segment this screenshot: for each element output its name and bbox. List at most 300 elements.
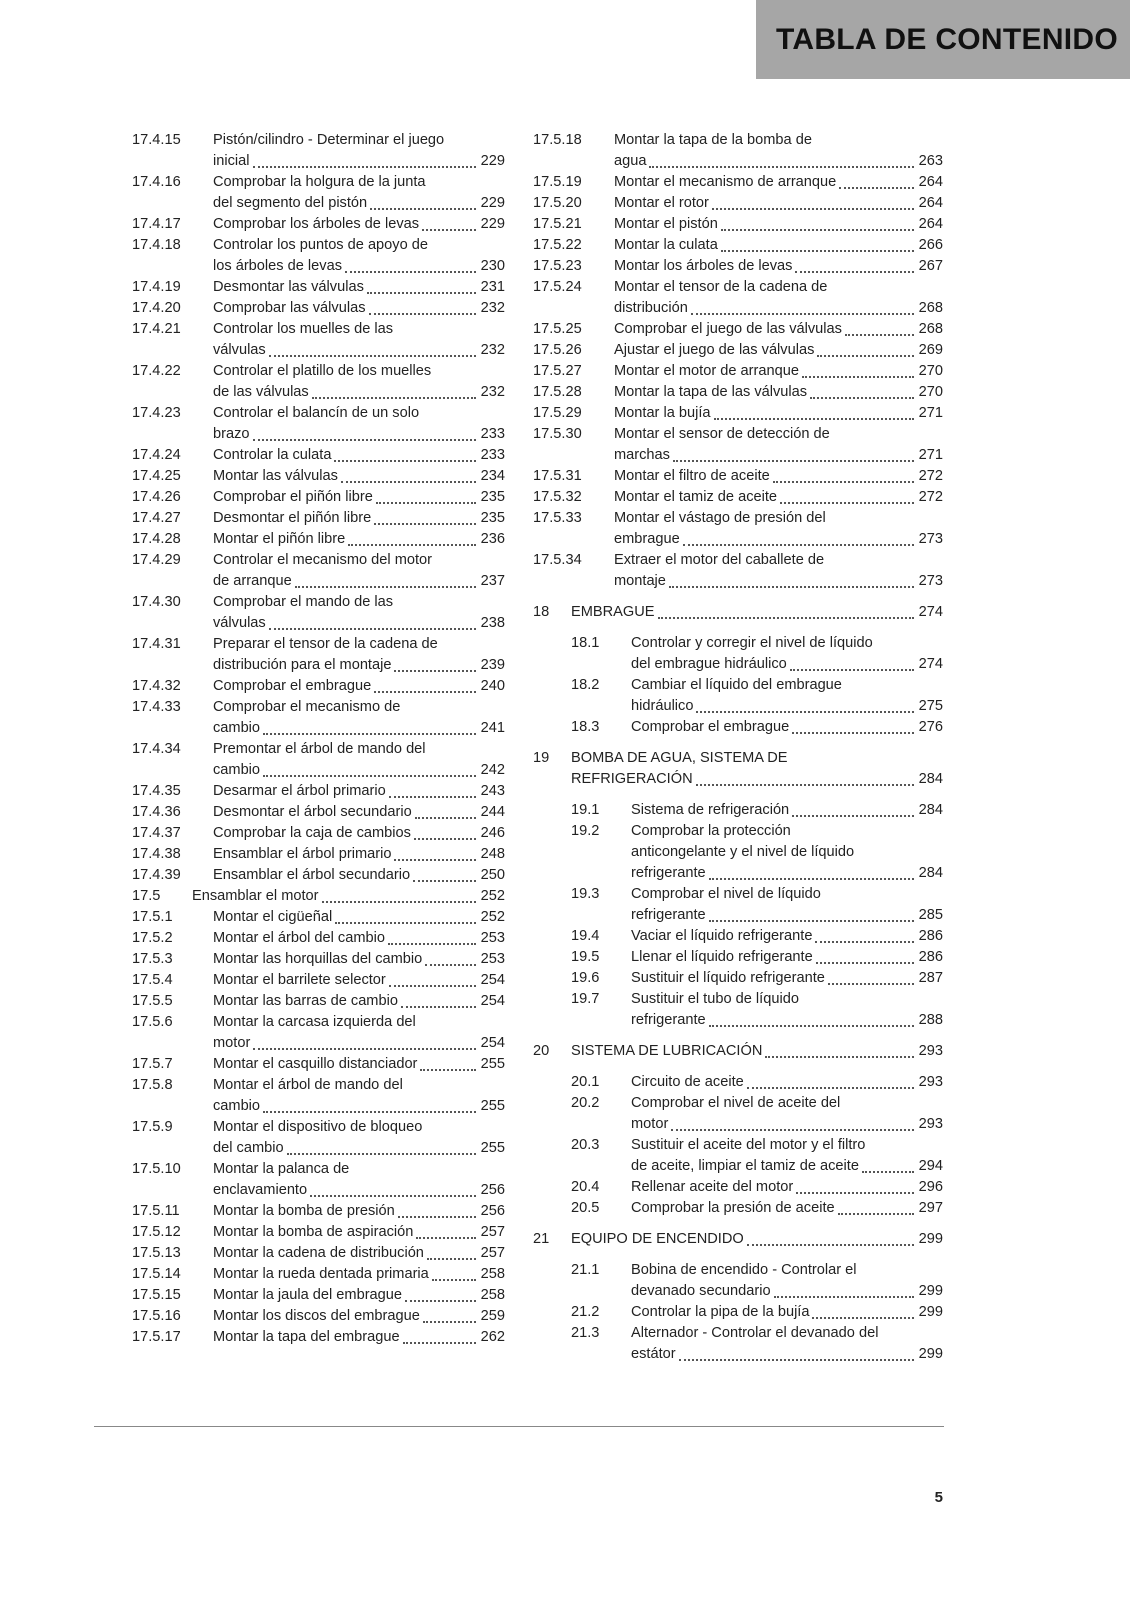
toc-entry-line [213, 760, 505, 781]
dot-leader [423, 1320, 476, 1323]
toc-entry-title: Controlar y corregir el nivel de líquido [631, 635, 873, 651]
toc-entry-title: Montar la rueda dentada primaria [213, 1266, 429, 1282]
toc-entry-body [614, 130, 943, 172]
toc-entry[interactable] [571, 1260, 943, 1302]
toc-entry[interactable] [132, 1075, 505, 1117]
toc-entry-line [213, 256, 505, 277]
toc-entry-body [213, 550, 505, 592]
toc-entry-line [631, 1114, 943, 1135]
dot-leader [671, 1128, 914, 1131]
toc-entry[interactable] [533, 256, 943, 277]
toc-entry-title: EMBRAGUE [571, 604, 655, 620]
toc-entry-title: Montar la tapa del embrague [213, 1329, 400, 1345]
toc-entry-number: 17.5.8 [132, 1077, 173, 1093]
toc-entry-line [213, 634, 505, 655]
toc-entry-body [614, 235, 943, 256]
toc-entry[interactable] [132, 1201, 505, 1222]
toc-entry-body [631, 1302, 943, 1323]
toc-right-column [533, 130, 943, 1365]
toc-entry[interactable] [533, 403, 943, 424]
toc-entry-line [213, 1159, 505, 1180]
toc-entry-number: 18.3 [571, 719, 600, 735]
toc-entry[interactable] [132, 445, 505, 466]
toc-entry-title: Premontar el árbol de mando del [213, 741, 426, 757]
toc-entry-line [213, 466, 505, 487]
toc-entry-number: 17.4.37 [132, 825, 181, 841]
toc-entry-page: 255 [480, 1098, 505, 1114]
dot-leader [263, 732, 476, 735]
toc-entry[interactable] [571, 968, 943, 989]
toc-entry-page: 253 [480, 951, 505, 967]
toc-entry-body [631, 633, 943, 675]
toc-entry[interactable] [132, 319, 505, 361]
dot-leader [709, 877, 914, 880]
toc-entry[interactable] [132, 1012, 505, 1054]
toc-entry-line [213, 508, 505, 529]
toc-entry-line [614, 508, 943, 529]
toc-entry-title: Comprobar la holgura de la junta [213, 174, 426, 190]
toc-entry-title: de las válvulas [213, 384, 309, 400]
toc-entry-title: Controlar la culata [213, 447, 332, 463]
toc-entry-number: 17.5 [132, 888, 161, 904]
toc-entry[interactable] [533, 319, 943, 340]
toc-entry-body [631, 968, 943, 989]
dot-leader [389, 984, 476, 987]
toc-entry-page: 267 [918, 258, 943, 274]
toc-entry-title: Montar la bomba de aspiración [213, 1224, 414, 1240]
toc-entry-title: válvulas [213, 342, 266, 358]
toc-entry-title: embrague [614, 531, 680, 547]
dot-leader [405, 1299, 476, 1302]
toc-entry[interactable] [571, 1093, 943, 1135]
dot-leader [815, 940, 914, 943]
toc-entry-page: 246 [480, 825, 505, 841]
toc-entry[interactable] [132, 277, 505, 298]
toc-entry[interactable] [571, 989, 943, 1031]
toc-entry-page: 256 [480, 1203, 505, 1219]
toc-entry[interactable] [533, 361, 943, 382]
toc-entry-title: Desmontar el árbol secundario [213, 804, 412, 820]
toc-entry[interactable] [533, 508, 943, 550]
toc-entry-line [213, 928, 505, 949]
toc-entry[interactable] [132, 487, 505, 508]
toc-entry[interactable] [132, 403, 505, 445]
toc-entry-number: 17.4.28 [132, 531, 181, 547]
toc-entry-title: de arranque [213, 573, 292, 589]
toc-entry-body [631, 926, 943, 947]
toc-entry-number: 17.4.17 [132, 216, 181, 232]
toc-entry[interactable] [132, 886, 505, 907]
dot-leader [253, 165, 477, 168]
toc-entry[interactable] [571, 1323, 943, 1365]
dot-leader [335, 921, 476, 924]
toc-entry-title: Comprobar el mando de las [213, 594, 394, 610]
toc-entry-page: 286 [918, 928, 943, 944]
dot-leader [721, 228, 914, 231]
toc-entry-number: 17.5.18 [533, 132, 582, 148]
toc-entry-title: devanado secundario [631, 1283, 771, 1299]
toc-entry[interactable] [132, 1222, 505, 1243]
toc-entry-page: 269 [918, 342, 943, 358]
toc-entry-number: 17.4.25 [132, 468, 181, 484]
toc-entry-title: Controlar los muelles de las [213, 321, 394, 337]
toc-entry-number: 18 [533, 604, 550, 620]
toc-entry-number: 17.5.6 [132, 1014, 173, 1030]
toc-entry-title: Montar los discos del embrague [213, 1308, 420, 1324]
toc-entry-title: del embrague hidráulico [631, 656, 787, 672]
dot-leader [253, 1047, 476, 1050]
toc-entry-title: estátor [631, 1346, 676, 1362]
toc-entry-number: 17.5.23 [533, 258, 582, 274]
toc-entry[interactable] [132, 802, 505, 823]
toc-entry-number: 17.5.3 [132, 951, 173, 967]
toc-entry-body [213, 361, 505, 403]
toc-entry-number: 17.5.21 [533, 216, 582, 232]
toc-entry-title: Montar la culata [614, 237, 718, 253]
toc-entry[interactable] [132, 1285, 505, 1306]
toc-entry-number: 20.2 [571, 1095, 600, 1111]
toc-entry-title: Rellenar aceite del motor [631, 1179, 794, 1195]
toc-entry[interactable] [132, 949, 505, 970]
toc-entry-title: Controlar el platillo de los muelles [213, 363, 432, 379]
toc-entry-line [213, 1222, 505, 1243]
toc-entry-body [631, 821, 943, 884]
toc-entry[interactable] [132, 1264, 505, 1285]
toc-entry[interactable] [132, 1327, 505, 1348]
dot-leader [415, 816, 476, 819]
toc-entry-number: 17.5.19 [533, 174, 582, 190]
toc-entry-page: 236 [480, 531, 505, 547]
toc-entry-line [571, 748, 943, 769]
toc-entry[interactable] [533, 130, 943, 172]
toc-entry-number: 20.3 [571, 1137, 600, 1153]
toc-entry-body [571, 1229, 943, 1250]
dot-leader [341, 480, 476, 483]
toc-entry-line [213, 319, 505, 340]
toc-entry[interactable] [533, 602, 943, 623]
toc-entry-line [614, 214, 943, 235]
toc-entry[interactable] [132, 529, 505, 550]
toc-entry[interactable] [132, 466, 505, 487]
toc-entry-body [631, 989, 943, 1031]
toc-entry[interactable] [132, 697, 505, 739]
toc-entry[interactable] [533, 235, 943, 256]
toc-entry[interactable] [533, 466, 943, 487]
toc-entry-line [631, 863, 943, 884]
toc-entry[interactable] [132, 130, 505, 172]
toc-entry-number: 17.4.36 [132, 804, 181, 820]
toc-entry-title: Sustituir el tubo de líquido [631, 991, 799, 1007]
toc-entry-line [631, 800, 943, 821]
toc-entry-page: 294 [918, 1158, 943, 1174]
toc-entry-number: 17.4.32 [132, 678, 181, 694]
toc-entry-title: Controlar los puntos de apoyo de [213, 237, 428, 253]
toc-entry-number: 17.4.30 [132, 594, 181, 610]
toc-entry[interactable] [132, 634, 505, 676]
toc-entry-number: 20.4 [571, 1179, 600, 1195]
toc-entry-body [213, 781, 505, 802]
toc-entry-page: 271 [918, 447, 943, 463]
dot-leader [673, 459, 914, 462]
toc-entry-line [213, 298, 505, 319]
toc-entry-line [213, 1033, 505, 1054]
toc-entry-page: 270 [918, 384, 943, 400]
toc-entry-page: 272 [918, 489, 943, 505]
toc-entry-line [614, 172, 943, 193]
toc-entry-title: Controlar la pipa de la bujía [631, 1304, 810, 1320]
toc-entry-line [631, 1344, 943, 1365]
dot-leader [322, 900, 476, 903]
toc-entry-number: 17.4.26 [132, 489, 181, 505]
dot-leader [432, 1278, 476, 1281]
toc-entry[interactable] [132, 907, 505, 928]
toc-entry-title: Montar el barrilete selector [213, 972, 386, 988]
toc-entry-page: 284 [918, 865, 943, 881]
toc-entry-line [631, 1093, 943, 1114]
toc-entry-page: 264 [918, 174, 943, 190]
toc-entry-line [213, 361, 505, 382]
dot-leader [658, 616, 914, 619]
toc-entry-body [213, 592, 505, 634]
toc-entry-title: Circuito de aceite [631, 1074, 744, 1090]
toc-entry-title: Montar la cadena de distribución [213, 1245, 424, 1261]
toc-entry[interactable] [533, 214, 943, 235]
toc-entry[interactable] [571, 800, 943, 821]
toc-entry-line [571, 769, 943, 790]
toc-entry-line [213, 193, 505, 214]
toc-entry[interactable] [571, 675, 943, 717]
dot-leader [401, 1005, 476, 1008]
toc-entry-body [213, 1243, 505, 1264]
toc-entry-number: 21.3 [571, 1325, 600, 1341]
toc-entry-number: 17.4.39 [132, 867, 181, 883]
dot-leader [792, 814, 914, 817]
toc-entry[interactable] [132, 781, 505, 802]
dot-leader [714, 417, 914, 420]
toc-entry[interactable] [132, 172, 505, 214]
toc-entry-body [614, 277, 943, 319]
toc-entry-body [213, 1159, 505, 1201]
toc-entry-body [571, 602, 943, 623]
toc-entry-page: 296 [918, 1179, 943, 1195]
toc-entry-title: Montar el dispositivo de bloqueo [213, 1119, 423, 1135]
toc-entry-body [213, 1222, 505, 1243]
toc-entry[interactable] [132, 928, 505, 949]
toc-entry-body [213, 1285, 505, 1306]
toc-entry-title: Ensamblar el motor [192, 888, 319, 904]
toc-entry[interactable] [533, 1229, 943, 1250]
toc-entry-page: 270 [918, 363, 943, 379]
toc-entry-line [631, 1281, 943, 1302]
toc-entry-page: 241 [480, 720, 505, 736]
toc-entry-number: 18.2 [571, 677, 600, 693]
toc-entry-number: 17.5.15 [132, 1287, 181, 1303]
toc-entry-line [213, 781, 505, 802]
toc-entry-title: Comprobar las válvulas [213, 300, 366, 316]
toc-entry-page: 268 [918, 300, 943, 316]
toc-entry-title: Montar la palanca de [213, 1161, 350, 1177]
toc-entry-title: Montar la jaula del embrague [213, 1287, 403, 1303]
toc-entry-body [631, 947, 943, 968]
toc-entry[interactable] [132, 991, 505, 1012]
toc-entry-title: Montar el cigüeñal [213, 909, 333, 925]
toc-entry-number: 19.4 [571, 928, 600, 944]
toc-entry-line [213, 1138, 505, 1159]
toc-entry-number: 17.4.23 [132, 405, 181, 421]
toc-entry[interactable] [132, 361, 505, 403]
toc-entry-line [213, 1201, 505, 1222]
toc-entry-page: 285 [918, 907, 943, 923]
toc-entry[interactable] [533, 340, 943, 361]
toc-entry[interactable] [571, 1302, 943, 1323]
toc-entry-line [213, 214, 505, 235]
toc-entry[interactable] [132, 1117, 505, 1159]
toc-entry-line [614, 361, 943, 382]
toc-entry-title: Montar el sensor de detección de [614, 426, 830, 442]
toc-entry[interactable] [533, 382, 943, 403]
toc-left-column [132, 130, 505, 1348]
toc-entry[interactable] [132, 298, 505, 319]
toc-entry-body [614, 319, 943, 340]
toc-entry[interactable] [132, 1243, 505, 1264]
toc-entry-page: 232 [480, 384, 505, 400]
toc-entry-line [213, 445, 505, 466]
toc-entry-line [614, 529, 943, 550]
toc-entry[interactable] [571, 1135, 943, 1177]
toc-entry[interactable] [132, 1159, 505, 1201]
toc-entry-number: 19.5 [571, 949, 600, 965]
dot-leader [765, 1055, 914, 1058]
toc-entry-line [571, 602, 943, 623]
dot-leader [774, 1295, 914, 1298]
dot-leader [810, 396, 914, 399]
toc-entry[interactable] [132, 823, 505, 844]
toc-entry[interactable] [571, 717, 943, 738]
toc-entry[interactable] [571, 1177, 943, 1198]
toc-entry-line [631, 989, 943, 1010]
toc-entry[interactable] [533, 193, 943, 214]
toc-entry-page: 288 [918, 1012, 943, 1028]
toc-entry-body [614, 466, 943, 487]
toc-entry[interactable] [132, 1306, 505, 1327]
toc-entry[interactable] [571, 926, 943, 947]
toc-entry[interactable] [132, 865, 505, 886]
toc-entry-title: Montar el tensor de la cadena de [614, 279, 828, 295]
toc-entry[interactable] [533, 277, 943, 319]
toc-entry[interactable] [571, 1072, 943, 1093]
toc-entry-page: 273 [918, 531, 943, 547]
toc-entry-title: Llenar el líquido refrigerante [631, 949, 813, 965]
toc-entry-line [213, 382, 505, 403]
toc-entry-body [213, 844, 505, 865]
toc-entry-line [631, 1010, 943, 1031]
toc-entry[interactable] [533, 550, 943, 592]
toc-entry-body [213, 277, 505, 298]
dot-leader [295, 585, 476, 588]
toc-entry[interactable] [571, 884, 943, 926]
dot-leader [709, 919, 914, 922]
toc-entry-line [213, 1012, 505, 1033]
toc-entry-title: Controlar el mecanismo del motor [213, 552, 432, 568]
dot-leader [263, 774, 476, 777]
toc-entry-title: agua [614, 153, 647, 169]
toc-entry-line [213, 592, 505, 613]
dot-leader [747, 1086, 914, 1089]
dot-leader [413, 879, 476, 882]
header-title-tab [756, 0, 1130, 79]
toc-entry-title: Montar el árbol de mando del [213, 1077, 403, 1093]
dot-leader [374, 690, 476, 693]
toc-entry[interactable] [132, 235, 505, 277]
toc-entry-title: montaje [614, 573, 666, 589]
toc-entry[interactable] [571, 947, 943, 968]
dot-leader [376, 501, 476, 504]
toc-entry-number: 17.5.5 [132, 993, 173, 1009]
toc-entry[interactable] [571, 633, 943, 675]
toc-entry-title: Ajustar el juego de las válvulas [614, 342, 815, 358]
toc-entry-body [213, 823, 505, 844]
toc-entry-title: Desarmar el árbol primario [213, 783, 386, 799]
toc-entry-body [631, 884, 943, 926]
toc-entry[interactable] [132, 214, 505, 235]
toc-entry-title: Ensamblar el árbol primario [213, 846, 392, 862]
toc-entry-line [631, 1302, 943, 1323]
toc-entry[interactable] [571, 821, 943, 884]
toc-entry-title: Desmontar las válvulas [213, 279, 364, 295]
toc-entry-line [213, 403, 505, 424]
toc-entry[interactable] [533, 172, 943, 193]
toc-entry-body [631, 1323, 943, 1365]
toc-entry-line [213, 1306, 505, 1327]
toc-entry[interactable] [132, 592, 505, 634]
toc-entry-page: 230 [480, 258, 505, 274]
toc-entry-title: Controlar el balancín de un solo [213, 405, 420, 421]
toc-entry-number: 17.5.17 [132, 1329, 181, 1345]
toc-entry-body [614, 214, 943, 235]
toc-entry[interactable] [132, 970, 505, 991]
toc-entry[interactable] [533, 1041, 943, 1062]
toc-entry[interactable] [132, 844, 505, 865]
toc-entry-body [213, 865, 505, 886]
toc-entry-title: Sistema de refrigeración [631, 802, 790, 818]
toc-entry[interactable] [132, 739, 505, 781]
toc-entry-line [213, 1327, 505, 1348]
toc-entry[interactable] [132, 550, 505, 592]
toc-entry[interactable] [571, 1198, 943, 1219]
toc-entry[interactable] [533, 487, 943, 508]
toc-entry-body [614, 172, 943, 193]
dot-leader [679, 1358, 914, 1361]
toc-entry[interactable] [533, 424, 943, 466]
toc-entry-page: 257 [480, 1224, 505, 1240]
toc-entry-title: Montar el vástago de presión del [614, 510, 826, 526]
toc-entry[interactable] [132, 1054, 505, 1075]
toc-entry[interactable] [533, 748, 943, 790]
toc-entry[interactable] [132, 676, 505, 697]
dot-leader [334, 459, 476, 462]
toc-entry-line [213, 1096, 505, 1117]
toc-entry-line [631, 1177, 943, 1198]
toc-entry-title: inicial [213, 153, 250, 169]
toc-entry-title: cambio [213, 720, 261, 736]
toc-entry-body [631, 717, 943, 738]
toc-entry[interactable] [132, 508, 505, 529]
toc-entry-number: 17.4.22 [132, 363, 181, 379]
toc-entry-body [213, 298, 505, 319]
toc-entry-line [614, 298, 943, 319]
toc-entry-body [631, 1260, 943, 1302]
dot-leader [425, 963, 476, 966]
